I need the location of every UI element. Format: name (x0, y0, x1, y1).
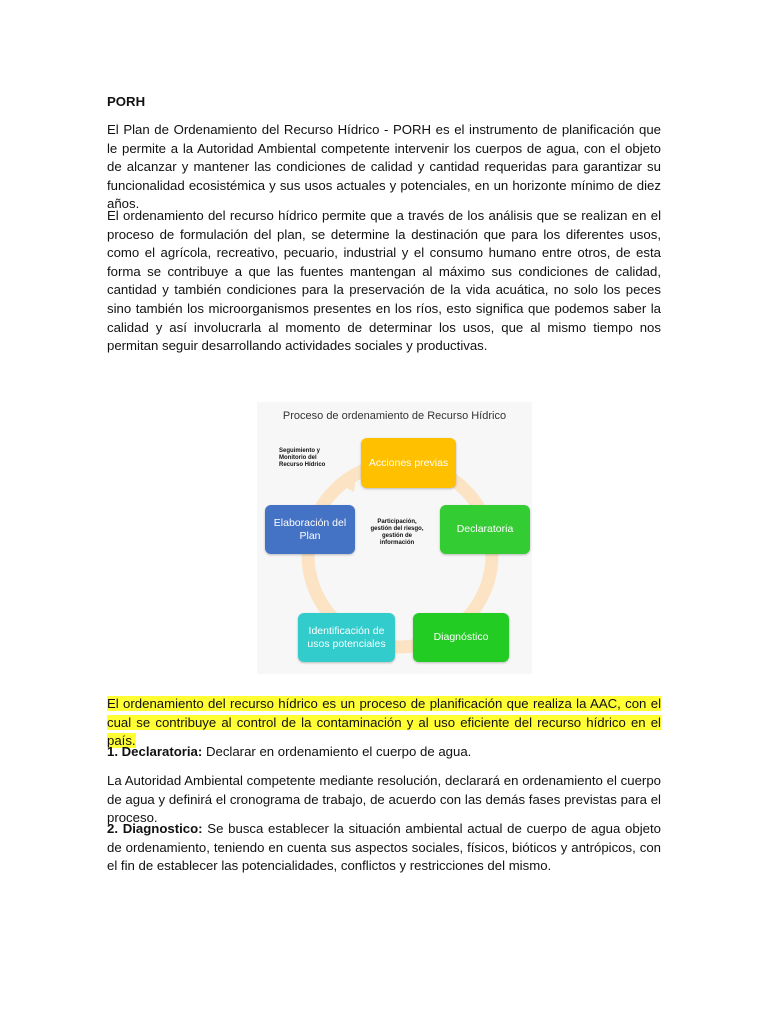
item-declaratoria (107, 743, 661, 762)
node-diagnostico: Diagnóstico (413, 613, 509, 662)
process-diagram (257, 402, 532, 674)
node-identificacion-usos: Identificación de usos potenciales (298, 613, 395, 662)
paragraph-declaratoria-detail: La Autoridad Ambiental competente mediante resolución, declarará en ordenamiento el cuerpo de agua y definirá el cronograma de trabajo, de acuerdo con las demás fases previstas para el proceso. (107, 773, 661, 826)
item-2-label: 2. Diagnostico: (107, 821, 203, 836)
item-diagnostico (107, 820, 661, 876)
seguimiento-label: Seguimiento y Monitorio del Recurso Hídrico (279, 448, 326, 468)
paragraph-ordering-purpose: El ordenamiento del recurso hídrico permite que a través de los análisis que se realizan en el proceso de formulación del plan, se determine la destinación que para los diferentes usos, como el agrícola, recreativo, pecuario, industrial y el consumo humano entre otros, de esta forma se contribuye a que las fuentes mantengan al máximo sus condiciones de calidad, cantidad y también condiciones para la preservación de la vida acuática, no solo los peces sino también los microorganismos presentes en los ríos, esto significa que podemos saber la calidad y así involucrarla al momento de determinar los usos, que al mismo tiempo nos permitan seguir desarrollando actividades sociales y productivas. (107, 208, 661, 354)
item-1-label: 1. Declaratoria: (107, 744, 203, 759)
highlighted-text: El ordenamiento del recurso hídrico es un proceso de planificación que realiza la AAC, con el cual se contribuye al control de la contaminación y al uso eficiente del recurso hídrico en el país. (107, 696, 661, 749)
document-heading: PORH (107, 94, 146, 109)
item-1-text: Declarar en ordenamiento el cuerpo de agua. (202, 744, 472, 759)
node-acciones-previas: Acciones previas (361, 438, 456, 488)
diagram-title: Proceso de ordenamiento de Recurso Hídrico (282, 410, 507, 422)
node-elaboracion-plan: Elaboración del Plan (265, 505, 355, 554)
node-declaratoria: Declaratoria (440, 505, 530, 554)
center-label: Participación, gestión del riesgo, gestión de información (370, 519, 424, 546)
paragraph-porh-definition: El Plan de Ordenamiento del Recurso Hídrico - PORH es el instrumento de planificación que le permite a la Autoridad Ambiental competente intervenir los cuerpos de agua, con el objeto de alcanzar y mantener las condiciones de calidad y cantidad requeridas para garantizar su funcionalidad ecosistémica y sus usos actuales y potenciales, en un horizonte mínimo de diez años. (107, 122, 661, 212)
item-2-text: Se busca establecer la situación ambiental actual de cuerpo de agua objeto de ordenamiento, teniendo en cuenta sus aspectos sociales, físicos, bióticos y antrópicos, con el fin de establecer las potencialidades, conflictos y restricciones del mismo. (107, 821, 661, 874)
